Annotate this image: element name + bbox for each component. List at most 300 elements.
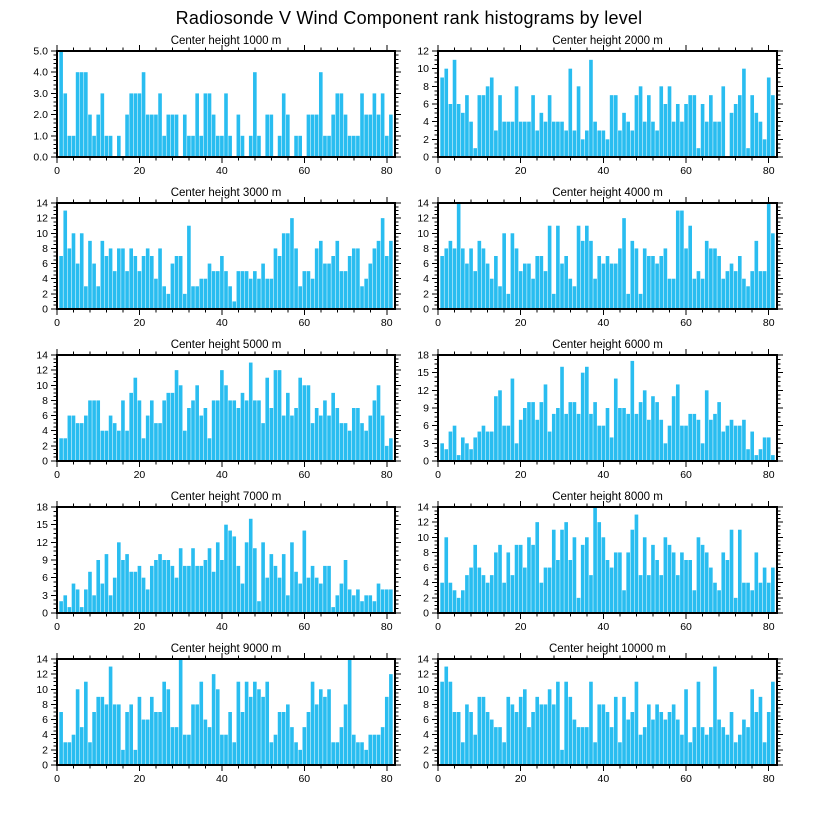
histogram-bar [440,78,444,158]
x-tick-label: 40 [216,621,228,633]
histogram-bar [614,264,618,309]
y-tick-label: 4 [423,116,429,129]
histogram-bar [228,136,232,157]
histogram-bar [680,211,684,309]
histogram-bar [183,735,187,765]
histogram-bar [486,86,490,157]
histogram-bar [602,131,606,158]
y-tick-label: 6 [42,258,48,271]
histogram-bar [597,131,601,158]
histogram-bar [282,712,286,765]
histogram-bar [755,712,759,765]
histogram-bar [101,93,105,157]
histogram-bar [593,507,597,613]
histogram-bar [523,122,527,157]
histogram-bar [564,131,568,158]
histogram-bar [245,682,249,765]
histogram-bar [651,720,655,765]
histogram-bar [573,537,577,613]
histogram-bar [220,735,224,765]
histogram-bar [212,674,216,765]
histogram-bar [506,552,510,613]
histogram-bar [381,416,385,461]
histogram-bar [511,122,515,157]
y-tick-label: 2 [423,288,429,301]
y-tick-label: 1.0 [33,130,48,143]
histogram-bar [344,115,348,157]
histogram-bar [560,122,564,157]
histogram-bar [465,264,469,309]
histogram-bar [261,697,265,765]
histogram-bar [282,554,286,613]
histogram-bar [274,566,278,613]
histogram-bar [191,400,195,461]
histogram-bar [270,408,274,461]
histogram-bar [622,408,626,461]
histogram-bar [171,115,175,157]
histogram-bar [224,93,228,157]
x-tick-label: 40 [597,317,610,329]
histogram-bar [568,69,572,157]
histogram-bar [478,697,482,765]
histogram-bar [298,136,302,157]
histogram-bar [270,742,274,765]
histogram-bar [80,72,84,157]
histogram-bar [84,286,88,309]
histogram-bar [270,554,274,613]
x-tick-label: 80 [380,317,393,329]
histogram-bar [187,408,191,461]
histogram-bar [717,122,721,157]
histogram-bar [734,104,738,157]
histogram-bar [150,115,154,157]
histogram-bar [373,735,377,765]
histogram-bar [630,241,634,309]
y-tick-label: 2 [42,440,48,453]
histogram-bar [331,742,335,765]
histogram-bar [311,423,315,461]
histogram-bar [360,286,364,309]
histogram-bar [527,537,531,613]
histogram-bar [647,95,651,157]
histogram-bar [759,122,763,157]
histogram-bar [618,408,622,461]
histogram-bar [444,667,448,765]
histogram-bar [540,583,544,613]
histogram-bar [59,51,63,157]
histogram-bar [158,248,162,309]
y-tick-label: 8 [423,80,429,93]
histogram-bar [294,572,298,613]
histogram-bar [618,131,622,158]
histogram-bar [473,545,477,613]
histogram-bar [693,727,697,765]
x-tick-label: 80 [762,469,775,481]
y-tick-label: 3.0 [33,87,48,100]
histogram-bar [759,449,763,461]
histogram-bar [647,256,651,309]
histogram-bar [622,113,626,157]
histogram-bar [593,742,597,765]
histogram-bar [253,271,257,309]
histogram-bar [672,122,676,157]
histogram-bar [535,522,539,613]
histogram-bar [278,712,282,765]
x-tick-label: 0 [435,317,441,329]
y-tick-label: 2 [42,744,48,757]
histogram-bar [315,248,319,309]
x-tick-label: 60 [680,773,692,785]
histogram-bar [602,704,606,765]
histogram-bar [730,264,734,309]
histogram-bar [630,361,634,461]
histogram-bar [294,408,298,461]
histogram-bar [92,712,96,765]
histogram-bar [146,720,150,765]
histogram-bar [750,432,754,461]
histogram-bar [564,522,568,613]
histogram-bar [80,727,84,765]
x-tick-label: 60 [298,317,311,329]
histogram-bar [610,437,614,461]
x-tick-label: 60 [298,469,311,481]
histogram-bar [344,704,348,765]
histogram-bar [643,537,647,613]
histogram-bar [676,104,680,157]
histogram-bar [606,256,610,309]
histogram-bar [134,256,138,309]
histogram-bar [257,279,261,309]
histogram-bar [92,595,96,613]
histogram-bar [610,95,614,157]
y-tick-label: 3 [42,589,48,602]
y-tick-label: 10 [36,227,48,240]
histogram-bar [171,393,175,461]
histogram-bar [249,697,253,765]
x-tick-label: 0 [435,165,441,177]
x-tick-label: 0 [435,621,441,633]
histogram-bar [245,271,249,309]
histogram-bar [449,241,453,309]
histogram-bar [573,286,577,309]
histogram-bar [618,552,622,613]
histogram-bar [278,256,282,309]
histogram-bar [63,438,67,461]
histogram-bar [323,566,327,613]
histogram-bar [506,122,510,157]
x-tick-label: 20 [133,621,146,633]
histogram-bar [381,589,385,613]
histogram-bar [303,271,307,309]
histogram-bar [622,590,626,613]
histogram-bar [626,294,630,309]
histogram-bar [531,402,535,461]
histogram-bar [121,400,125,461]
histogram-bar [195,286,199,309]
y-tick-label: 8 [42,394,48,407]
histogram-bar [746,449,750,461]
histogram-bar [635,682,639,765]
histogram-bar [589,682,593,765]
histogram-bar [573,131,577,158]
histogram-bar [444,537,448,613]
x-tick-label: 20 [133,773,146,785]
histogram-bar [506,426,510,461]
histogram-bar [265,115,269,157]
histogram-bar [348,256,352,309]
histogram-bar [602,264,606,309]
histogram-bar [697,537,701,613]
histogram-bar [171,264,175,309]
histogram-bar [668,545,672,613]
histogram-bar [368,735,372,765]
histogram-bar [96,697,100,765]
histogram-bar [614,95,618,157]
histogram-bar [352,136,356,157]
histogram-bar [253,400,257,461]
histogram-bar [344,271,348,309]
panel-title: Center height 6000 m [552,339,663,351]
histogram-bar [117,704,121,765]
histogram-bar [655,560,659,613]
histogram-panel-1000m [0,31,409,183]
histogram-bar [697,148,701,157]
histogram-bar [478,95,482,157]
histogram-bar [311,279,315,309]
histogram-bar [763,437,767,461]
histogram-bar [274,370,278,461]
histogram-bar [373,248,377,309]
histogram-bar [377,584,381,613]
histogram-bar [519,271,523,309]
histogram-bar [166,294,170,309]
histogram-bar [552,530,556,613]
histogram-bar [560,367,564,461]
histogram-bar [465,95,469,157]
histogram-bar [352,248,356,309]
histogram-bar [138,566,142,613]
histogram-bar [327,566,331,613]
histogram-bar [482,248,486,309]
histogram-bar [63,93,67,157]
histogram-bar [261,423,265,461]
histogram-bar [105,136,109,157]
histogram-bars [440,60,774,157]
histogram-bar [319,416,323,461]
y-tick-label: 12 [36,536,48,549]
histogram-bar [265,279,269,309]
histogram-bar [142,72,146,157]
histogram-bar [750,271,754,309]
histogram-bar [113,704,117,765]
histogram-bar [377,385,381,461]
histogram-bar [540,402,544,461]
y-tick-label: 14 [36,653,48,666]
histogram-bar [701,279,705,309]
histogram-bar [597,426,601,461]
histogram-bar [589,575,593,613]
histogram-bar [713,583,717,613]
histogram-bar [158,712,162,765]
histogram-bar [527,402,531,461]
histogram-bar [606,712,610,765]
histogram-bar [709,248,713,309]
histogram-bar [527,727,531,765]
histogram-bar [750,689,754,765]
histogram-bar [101,241,105,309]
histogram-bar [585,727,589,765]
histogram-bar [548,568,552,613]
histogram-bar [688,95,692,157]
histogram-bar [502,426,506,461]
histogram-bar [676,211,680,309]
histogram-bar [323,400,327,461]
x-tick-label: 20 [133,469,146,481]
y-tick-label: 6 [42,410,48,423]
histogram-panel-4000m [409,183,818,335]
histogram-bar [245,542,249,613]
histogram-bar [717,402,721,461]
histogram-bar [183,294,187,309]
histogram-bar [212,400,216,461]
histogram-bar [469,248,473,309]
histogram-bar [730,420,734,461]
histogram-bar [506,294,510,309]
histogram-bar [249,279,253,309]
y-tick-label: 4 [423,273,429,286]
histogram-bar [195,385,199,461]
histogram-bar [639,402,643,461]
histogram-bar [453,712,457,765]
histogram-bar [721,552,725,613]
histogram-bar [498,545,502,613]
histogram-bar [535,697,539,765]
histogram-bar [486,583,490,613]
histogram-bar [175,370,179,461]
y-tick-label: 4.0 [33,66,48,79]
histogram-bar [154,115,158,157]
x-tick-label: 0 [435,773,441,785]
histogram-bar [701,104,705,157]
histogram-bar [738,256,742,309]
histogram-bar [552,704,556,765]
histogram-bar [241,271,245,309]
histogram-bar [606,139,610,157]
histogram-bar [129,393,133,461]
histogram-bar [290,218,294,309]
histogram-bar [726,271,730,309]
panel-title: Center height 10000 m [549,643,666,655]
histogram-bar [502,742,506,765]
histogram-bar [241,393,245,461]
histogram-bar [307,385,311,461]
histogram-bar [721,279,725,309]
histogram-bar [531,712,535,765]
histogram-bar [125,271,129,309]
histogram-bar [183,431,187,461]
histogram-bar [142,438,146,461]
histogram-bar [199,682,203,765]
histogram-bar [602,537,606,613]
histogram-bar [668,712,672,765]
histogram-bar [750,95,754,157]
histogram-bar [713,122,717,157]
histogram-bar [212,115,216,157]
histogram-bar [311,115,315,157]
x-tick-label: 40 [216,773,228,785]
y-tick-label: 0 [423,455,429,468]
histogram-bar [664,443,668,461]
histogram-bar [175,256,179,309]
histogram-bar [688,226,692,309]
histogram-bar [237,271,241,309]
histogram-bar [208,93,212,157]
histogram-bar [614,552,618,613]
histogram-bar [705,122,709,157]
histogram-bar [253,72,257,157]
histogram-bar [440,443,444,461]
histogram-bar [59,601,63,613]
histogram-bar [232,536,236,613]
histogram-bar [241,136,245,157]
histogram-bar [697,420,701,461]
y-tick-label: 12 [36,364,48,377]
histogram-bar [680,552,684,613]
histogram-bar [204,408,208,461]
histogram-bar [158,554,162,613]
histogram-bar [453,426,457,461]
histogram-bar [589,414,593,461]
histogram-bar [519,545,523,613]
histogram-bar [315,408,319,461]
histogram-bar [146,416,150,461]
histogram-bar [298,378,302,461]
histogram-bar [216,136,220,157]
histogram-bar [80,423,84,461]
x-tick-label: 20 [133,317,146,329]
histogram-bar [360,423,364,461]
histogram-bar [498,727,502,765]
histogram-bar [138,697,142,765]
y-tick-label: 12 [417,668,429,681]
y-tick-label: 10 [417,531,429,544]
histogram-bar [693,279,697,309]
histogram-bar [548,95,552,157]
histogram-bar [564,256,568,309]
histogram-bar [626,720,630,765]
histogram-bar [154,279,158,309]
histogram-bar [352,735,356,765]
histogram-bar [191,548,195,613]
histogram-bar [335,742,339,765]
histogram-bar [473,735,477,765]
histogram-panel-cell [409,487,818,639]
histogram-bar [469,712,473,765]
histogram-bar [76,72,80,157]
histogram-bar [581,727,585,765]
histogram-bar [307,271,311,309]
histogram-bar [290,542,294,613]
histogram-bar [278,136,282,157]
histogram-bar [389,115,393,157]
histogram-bar [581,545,585,613]
histogram-bar [105,704,109,765]
panel-title: Center height 5000 m [170,339,282,351]
histogram-bar [381,218,385,309]
histogram-bar [290,416,294,461]
panel-title: Center height 8000 m [552,491,663,503]
histogram-bar [88,115,92,157]
